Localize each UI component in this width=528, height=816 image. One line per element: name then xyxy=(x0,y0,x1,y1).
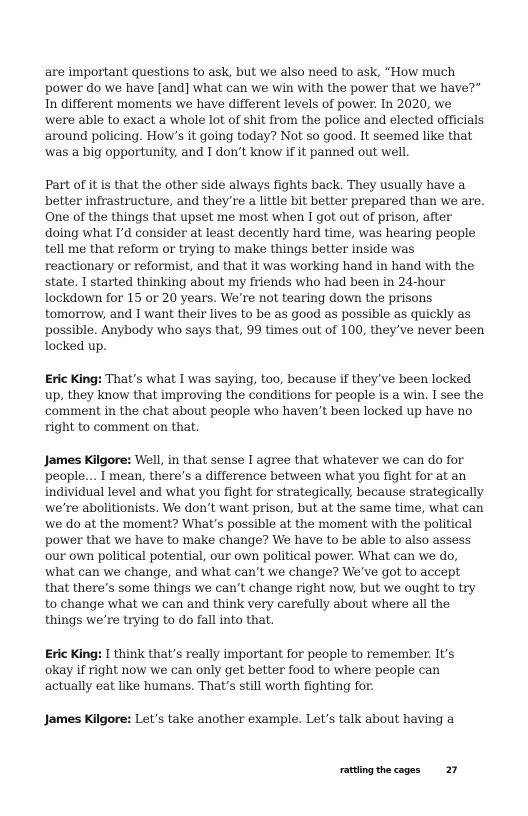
paragraph-3-text: That’s what I was saying, too, because if they’ve been locked up, they know that improving the conditions for people is a win. I see the comment in the chat about people who haven’t been locked up have no right to comment on that. xyxy=(45,371,484,434)
running-title: rattling the cages xyxy=(340,766,421,776)
paragraph-3 xyxy=(45,371,485,435)
page-body xyxy=(45,64,485,744)
speaker-label: Eric King: xyxy=(45,646,102,661)
paragraph-1 xyxy=(45,64,485,160)
speaker-label: James Kilgore: xyxy=(45,711,132,726)
paragraph-4-text: Well, in that sense I agree that whatever we can do for people… I mean, there’s a difference between what you fight for at an individual level and what you fight for strategically, because strategically we’re abolitionists. We don’t want prison, but at the same time, what can we do at the moment? What’s possible at the moment with the political power that we have to make change? We have to be able to also assess our own political potential, our own political power. What can we do, what can we change, and what can’t we change? We’ve got to accept that there’s some things we can’t change right now, but we ought to try to change what we can and think very carefully about where all the things we’re trying to do fall into that. xyxy=(45,452,484,628)
paragraph-2 xyxy=(45,177,485,354)
paragraph-1-text: are important questions to ask, but we also need to ask, “How much power do we have [and] what can we win with the power that we have?” In different moments we have different levels of power. In 2020, we were able to exact a whole lot of shit from the police and elected officials around policing. How’s it going today? Not so good. It seemed like that was a big opportunity, and I don’t know if it panned out well. xyxy=(45,65,484,160)
paragraph-5-text: I think that’s really important for people to remember. It’s okay if right now we can only get better food to where people can actually eat like humans. That’s still worth fighting for. xyxy=(45,646,455,693)
speaker-label: Eric King: xyxy=(45,371,102,386)
page-number: 27 xyxy=(446,766,458,776)
page-footer xyxy=(340,766,460,780)
paragraph-6 xyxy=(45,711,485,727)
paragraph-5 xyxy=(45,646,485,694)
paragraph-6-text: Let’s take another example. Let’s talk about having a xyxy=(134,711,455,726)
speaker-label: James Kilgore: xyxy=(45,452,132,467)
paragraph-4 xyxy=(45,452,485,629)
paragraph-2-text: Part of it is that the other side always fights back. They usually have a better infrastructure, and they’re a little bit better prepared than we are. One of the things that upset me most when I got out of prison, after doing what I’d consider at least decently hard time, was hearing people tell me that reform or trying to make things better inside was reactionary or reformist, and that it was working hand in hand with the state. I started thinking about my friends who had been in 24-hour lockdown for 15 or 20 years. We’re not tearing down the prisons tomorrow, and I want their lives to be as good as possible as quickly as possible. Anybody who says that, 99 times out of 100, they’ve never been locked up. xyxy=(45,178,485,353)
